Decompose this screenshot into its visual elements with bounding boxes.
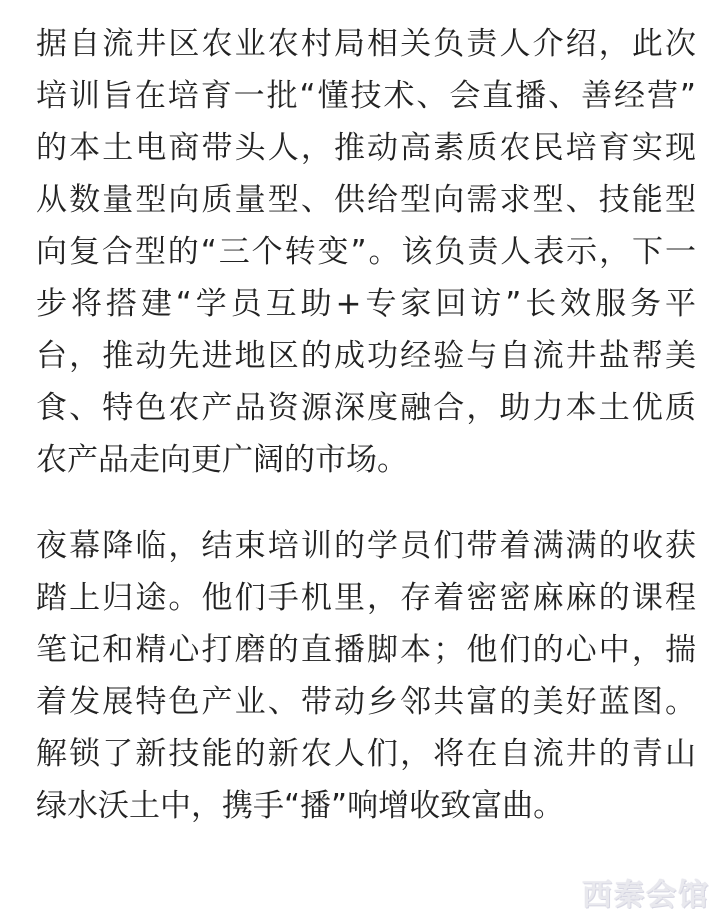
text-line: 踏上归途。他们手机里，存着密密麻麻的课程 (36, 580, 696, 616)
text-line: 的本土电商带头人，推动高素质农民培育实现 (36, 130, 696, 166)
paragraph-spacer (36, 486, 696, 520)
watermark-logo: 西秦会馆 (582, 878, 710, 913)
text-line: 食、特色农产品资源深度融合，助力本土优质 (36, 390, 696, 426)
text-line: 绿水沃土中，携手“播”响增收致富曲。 (36, 788, 565, 824)
text-line: 步将搭建“学员互助+专家回访”长效服务平 (36, 286, 696, 322)
text-line: 农产品走向更广阔的市场。 (36, 442, 408, 478)
text-line: 台，推动先进地区的成功经验与自流井盐帮美 (36, 338, 696, 374)
text-line: 从数量型向质量型、供给型向需求型、技能型 (36, 182, 696, 218)
article-body (36, 18, 696, 832)
text-line: 着发展特色产业、带动乡邻共富的美好蓝图。 (36, 684, 696, 720)
paragraph-1 (36, 18, 696, 486)
paragraph-2 (36, 520, 696, 832)
text-line: 向复合型的“三个转变”。该负责人表示，下一 (36, 234, 696, 270)
text-line: 培训旨在培育一批“懂技术、会直播、善经营” (36, 78, 696, 114)
text-line: 笔记和精心打磨的直播脚本；他们的心中，揣 (36, 632, 696, 668)
text-line: 解锁了新技能的新农人们，将在自流井的青山 (36, 736, 696, 772)
text-line: 据自流井区农业农村局相关负责人介绍，此次 (36, 26, 696, 62)
text-line: 夜幕降临，结束培训的学员们带着满满的收获 (36, 528, 696, 564)
